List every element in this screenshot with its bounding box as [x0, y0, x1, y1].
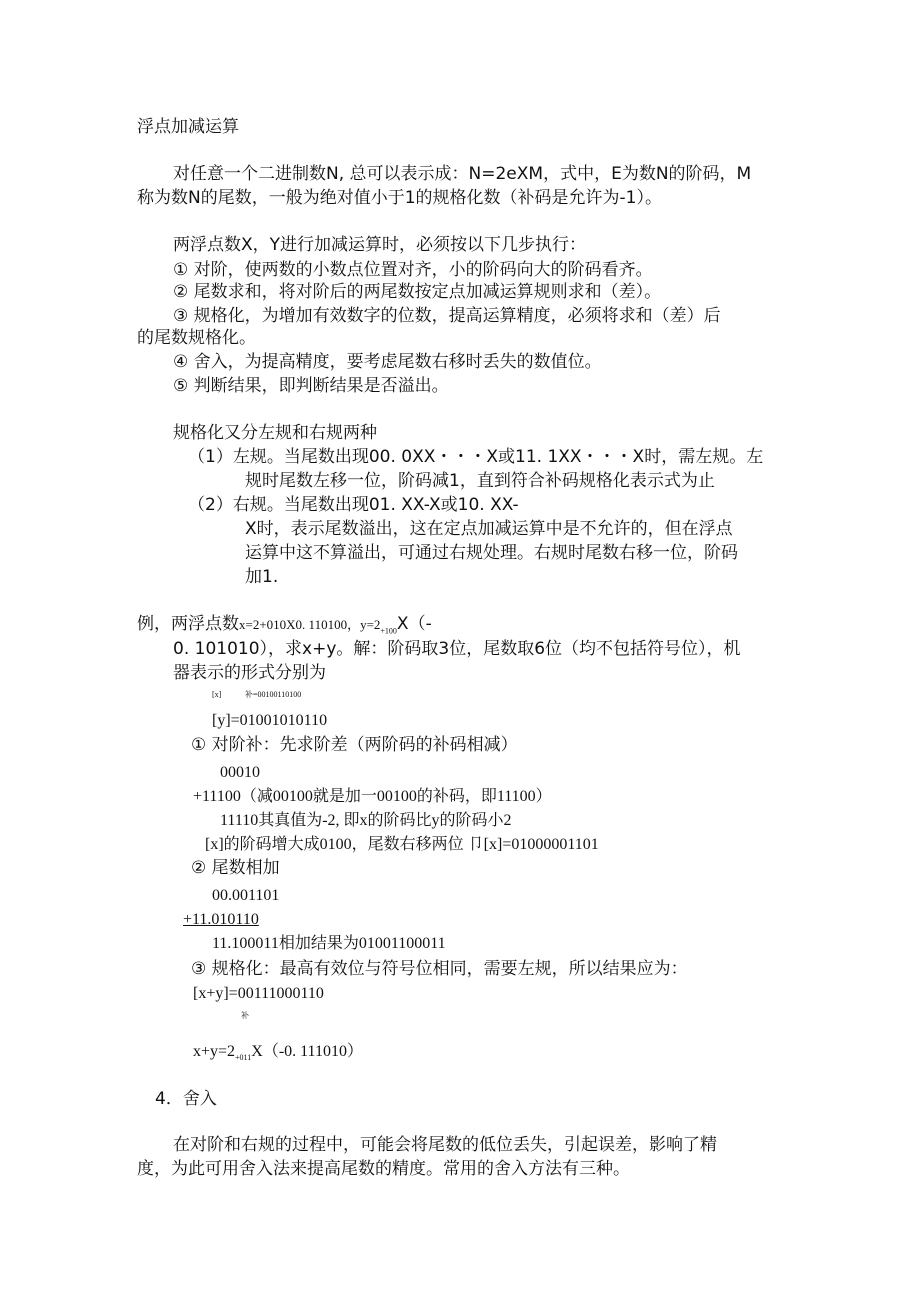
step-1: ① 对阶，使两数的小数点位置对齐，小的阶码向大的阶码看齐。	[173, 260, 653, 280]
example-line-2: 0. 101010），求x+y。解：阶码取3位，尾数取6位（均不包括符号位），机	[173, 639, 741, 659]
steps-intro: 两浮点数X，Y进行加减运算时，必须按以下几步执行：	[173, 235, 587, 255]
final-result-base: x+y=2	[193, 1043, 236, 1060]
add-calc-3: 11.100011相加结果为01001100011	[212, 935, 446, 952]
x-complement-label: [x]	[212, 690, 222, 699]
result-complement: [x+y]=00111000110	[193, 985, 324, 1002]
align-step: ① 对阶补：先求阶差（两阶码的补码相减）	[191, 735, 518, 755]
right-norm-line-1: （2）右规。当尾数出现01. XX-X或10. XX-	[188, 495, 519, 515]
section-heading-rounding: 4．舍入	[155, 1089, 217, 1109]
final-result-exponent: +011	[235, 1053, 252, 1063]
right-norm-line-2: X时，表示尾数溢出，这在定点加减运算中是不允许的，但在浮点	[245, 519, 733, 539]
example-line-1	[137, 613, 432, 636]
step-4: ④ 舍入，为提高精度，要考虑尾数右移时丢失的数值位。	[173, 352, 602, 372]
normalize-step: ③ 规格化：最高有效位与符号位相同，需要左规，所以结果应为：	[191, 959, 688, 979]
align-calc-2: +11100（减00100就是加一00100的补码，即11100）	[193, 788, 552, 805]
step-3: ③ 规格化，为增加有效数字的位数，提高运算精度，必须将求和（差）后	[173, 306, 721, 326]
intro-line-1: 对任意一个二进制数N, 总可以表示成：N=2eXM，式中，E为数N的阶码，M	[173, 164, 752, 184]
example-exponent: +100	[380, 626, 397, 636]
example-y-def: X（-	[396, 614, 432, 634]
intro-line-2: 称为数N的尾数，一般为绝对值小于1的规格化数（补码是允许为-1）。	[137, 188, 662, 208]
final-result-mantissa: X（-0. 111010）	[251, 1043, 363, 1060]
step-3-cont: 的尾数规格化。	[137, 328, 256, 348]
step-2: ② 尾数求和，将对阶后的两尾数按定点加减运算规则求和（差）。	[173, 282, 662, 302]
left-norm-line-2: 规时尾数左移一位，阶码减1，直到符合补码规格化表示式为止	[245, 471, 715, 491]
y-complement: [y]=01001010110	[212, 712, 328, 729]
final-result	[193, 1041, 363, 1063]
example-label: 例，两浮点数	[137, 614, 239, 634]
align-calc-4: [x]的阶码增大成0100，尾数右移两位 卩[x]=01000001101	[205, 836, 599, 853]
result-complement-sub: 补	[241, 1011, 249, 1020]
mantissa-add-step: ② 尾数相加	[191, 858, 280, 878]
example-x-def: x=2+010X0. 110100，y=2	[239, 617, 381, 632]
left-norm-line-1: （1）左规。当尾数出现00. 0XX・・・X或11. 1XX・・・X时，需左规。左	[188, 447, 764, 467]
example-line-3: 器表示的形式分别为	[173, 663, 326, 683]
align-calc-1: 00010	[220, 764, 260, 781]
add-calc-1: 00.001101	[212, 887, 280, 904]
right-norm-line-3: 运算中这不算溢出，可通过右规处理。右规时尾数右移一位，阶码	[245, 543, 738, 563]
x-complement-value: 补=00100110100	[245, 690, 302, 699]
step-5: ⑤ 判断结果，即判断结果是否溢出。	[173, 376, 449, 396]
normalization-intro: 规格化又分左规和右规两种	[173, 423, 377, 443]
right-norm-line-4: 加1.	[245, 567, 279, 587]
doc-title: 浮点加减运算	[137, 117, 239, 137]
rounding-line-1: 在对阶和右规的过程中，可能会将尾数的低位丢失，引起误差，影响了精	[173, 1135, 717, 1155]
add-calc-2: +11.010110	[183, 911, 259, 928]
align-calc-3: 11110其真值为-2, 即x的阶码比y的阶码小2	[220, 812, 512, 829]
rounding-line-2: 度，为此可用舍入法来提高尾数的精度。常用的舍入方法有三种。	[137, 1159, 630, 1179]
